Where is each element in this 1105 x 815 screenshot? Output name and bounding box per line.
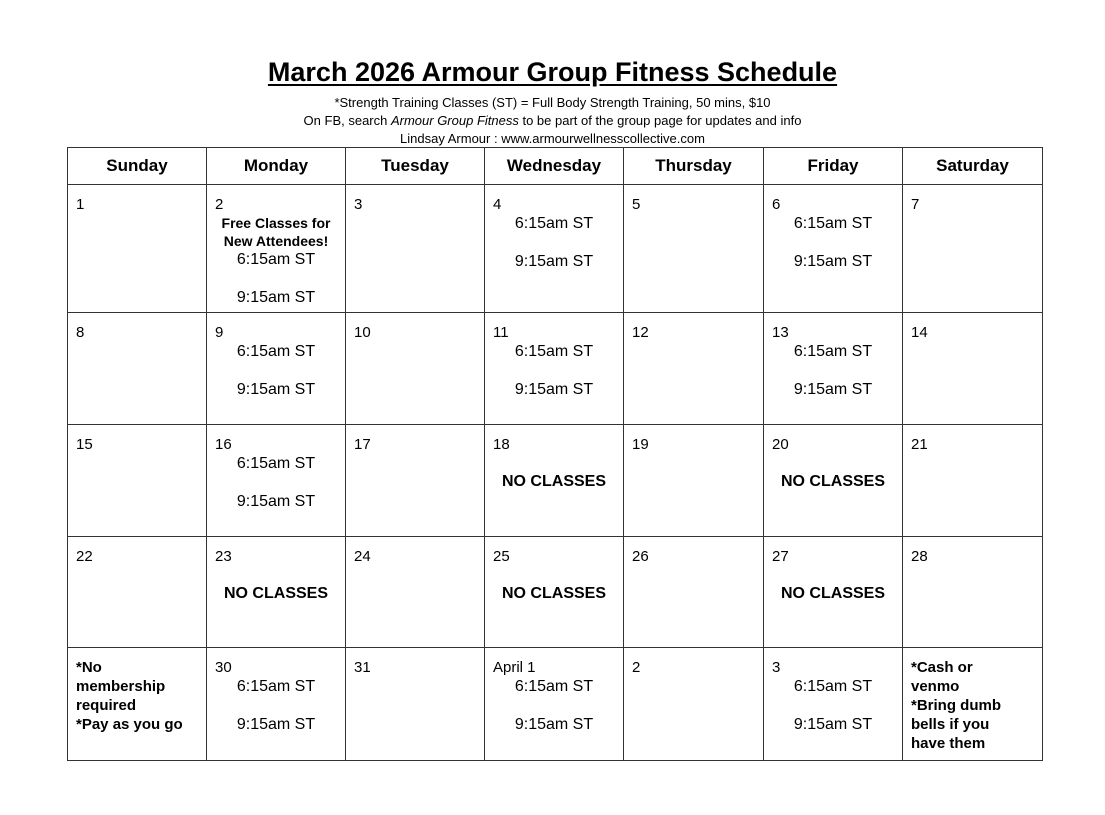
class-time-late: 9:15am ST (514, 253, 594, 270)
class-time-early: 6:15am ST (514, 343, 594, 360)
note-no-membership-line-2: membership (76, 678, 166, 695)
date-number: 7 (911, 196, 920, 213)
day-header-row (68, 148, 1043, 185)
date-number: 3 (772, 659, 781, 676)
day-cell-4 (485, 185, 624, 313)
calendar-table (67, 147, 1043, 761)
day-cell-27 (764, 537, 903, 648)
class-time-early: 6:15am ST (793, 215, 873, 232)
day-cell-24 (346, 537, 485, 648)
note-cash-venmo-line-2: venmo (911, 678, 960, 695)
day-cell-13 (764, 313, 903, 425)
day-cell-20 (764, 425, 903, 537)
date-number: 25 (493, 548, 510, 565)
date-number: 9 (215, 324, 224, 341)
date-number: 4 (493, 196, 502, 213)
date-number: 6 (772, 196, 781, 213)
day-header-thursday: Thursday (624, 148, 764, 185)
date-number: 17 (354, 436, 371, 453)
subtitle-line-1: *Strength Training Classes (ST) = Full Body Strength Training, 50 mins, $10 (334, 95, 771, 110)
date-number: 30 (215, 659, 232, 676)
note-cash-venmo-line-1: *Cash or (911, 659, 973, 676)
day-cell-16 (207, 425, 346, 537)
subtitle-line-3: Lindsay Armour : www.armourwellnesscollective.com (400, 131, 705, 146)
date-number: 11 (493, 324, 509, 341)
date-number: 2 (632, 659, 641, 676)
note-pay-as-you-go: *Pay as you go (76, 716, 183, 733)
subtitle-line-2-pre: On FB, search (303, 113, 391, 128)
day-header-tuesday: Tuesday (346, 148, 485, 185)
date-number: 22 (76, 548, 93, 565)
subtitle-line-2 (0, 112, 1105, 129)
week-row-2 (68, 313, 1043, 425)
day-cell-2 (207, 185, 346, 313)
day-cell-11 (485, 313, 624, 425)
date-number: April 1 (493, 659, 536, 676)
date-number: 20 (772, 436, 789, 453)
class-time-early: 6:15am ST (793, 678, 873, 695)
saturday-notes-cell (903, 648, 1043, 761)
date-number: 31 (354, 659, 371, 676)
no-classes-label: NO CLASSES (501, 473, 606, 490)
no-classes-label: NO CLASSES (780, 473, 885, 490)
subtitle-line-2-group-name: Armour Group Fitness (390, 113, 519, 128)
class-time-early: 6:15am ST (236, 251, 316, 268)
class-time-late: 9:15am ST (793, 716, 873, 733)
day-cell-22 (68, 537, 207, 648)
free-classes-note-line-1: Free Classes for (221, 215, 331, 231)
date-number: 5 (632, 196, 641, 213)
date-number: 16 (215, 436, 232, 453)
day-cell-15 (68, 425, 207, 537)
day-cell-april-3 (764, 648, 903, 761)
date-number: 18 (493, 436, 510, 453)
free-classes-note-line-2: New Attendees! (223, 233, 329, 249)
date-number: 27 (772, 548, 789, 565)
day-cell-6 (764, 185, 903, 313)
no-classes-label: NO CLASSES (780, 585, 885, 602)
class-time-early: 6:15am ST (514, 215, 594, 232)
class-time-late: 9:15am ST (236, 381, 316, 398)
date-number: 23 (215, 548, 232, 565)
subtitle-line-2-post: to be part of the group page for updates and info (518, 113, 802, 128)
week-row-5 (68, 648, 1043, 761)
day-cell-25 (485, 537, 624, 648)
date-number: 13 (772, 324, 789, 341)
day-cell-3 (346, 185, 485, 313)
date-number: 19 (632, 436, 649, 453)
date-number: 28 (911, 548, 928, 565)
day-cell-12 (624, 313, 764, 425)
day-header-monday: Monday (207, 148, 346, 185)
day-header-sunday: Sunday (68, 148, 207, 185)
day-cell-17 (346, 425, 485, 537)
note-no-membership-line-3: required (76, 697, 137, 714)
week-row-1 (68, 185, 1043, 313)
day-cell-april-1 (485, 648, 624, 761)
day-cell-9 (207, 313, 346, 425)
date-number: 8 (76, 324, 85, 341)
day-cell-10 (346, 313, 485, 425)
class-time-early: 6:15am ST (793, 343, 873, 360)
day-header-friday: Friday (764, 148, 903, 185)
sunday-notes-cell (68, 648, 207, 761)
page-title: March 2026 Armour Group Fitness Schedule (267, 57, 838, 87)
note-dumbbells-line-2: bells if you (911, 716, 990, 733)
note-no-membership-line-1: *No (76, 659, 102, 676)
class-time-early: 6:15am ST (236, 343, 316, 360)
date-number: 24 (354, 548, 371, 565)
week-row-4 (68, 537, 1043, 648)
no-classes-label: NO CLASSES (501, 585, 606, 602)
date-number: 2 (215, 196, 224, 213)
day-cell-7 (903, 185, 1043, 313)
day-cell-8 (68, 313, 207, 425)
note-dumbbells-line-1: *Bring dumb (911, 697, 1001, 714)
day-header-saturday: Saturday (903, 148, 1043, 185)
note-dumbbells-line-3: have them (911, 735, 986, 752)
class-time-late: 9:15am ST (793, 253, 873, 270)
day-header-wednesday: Wednesday (485, 148, 624, 185)
date-number: 10 (354, 324, 371, 341)
class-time-late: 9:15am ST (793, 381, 873, 398)
class-time-late: 9:15am ST (236, 716, 316, 733)
day-cell-april-2 (624, 648, 764, 761)
date-number: 21 (911, 436, 928, 453)
day-cell-30 (207, 648, 346, 761)
date-number: 26 (632, 548, 649, 565)
date-number: 1 (76, 196, 85, 213)
no-classes-label: NO CLASSES (223, 585, 328, 602)
day-cell-28 (903, 537, 1043, 648)
day-cell-1 (68, 185, 207, 313)
class-time-early: 6:15am ST (236, 678, 316, 695)
date-number: 3 (354, 196, 363, 213)
class-time-early: 6:15am ST (236, 455, 316, 472)
day-cell-18 (485, 425, 624, 537)
day-cell-26 (624, 537, 764, 648)
date-number: 14 (911, 324, 928, 341)
day-cell-19 (624, 425, 764, 537)
date-number: 12 (632, 324, 649, 341)
class-time-late: 9:15am ST (514, 381, 594, 398)
class-time-late: 9:15am ST (236, 493, 316, 510)
class-time-early: 6:15am ST (514, 678, 594, 695)
day-cell-23 (207, 537, 346, 648)
date-number: 15 (76, 436, 93, 453)
week-row-3 (68, 425, 1043, 537)
day-cell-14 (903, 313, 1043, 425)
class-time-late: 9:15am ST (514, 716, 594, 733)
day-cell-31 (346, 648, 485, 761)
day-cell-21 (903, 425, 1043, 537)
day-cell-5 (624, 185, 764, 313)
class-time-late: 9:15am ST (236, 289, 316, 306)
